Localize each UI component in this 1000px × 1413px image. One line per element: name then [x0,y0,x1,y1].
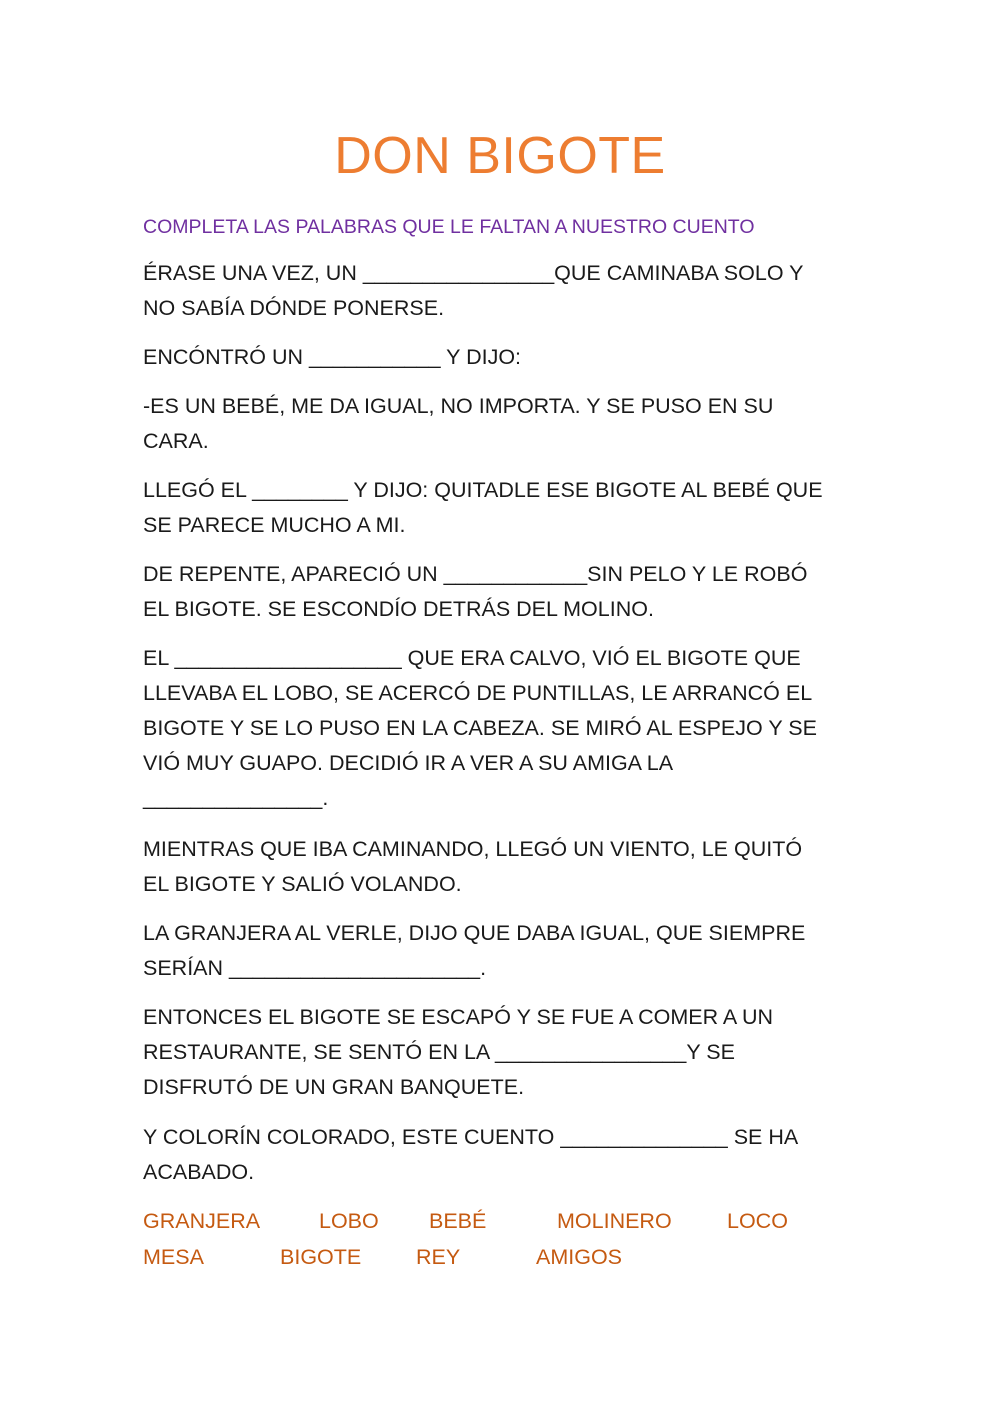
word-bank-item: GRANJERA [143,1209,261,1233]
word-bank [143,1203,863,1283]
story-line: -ES UN BEBÉ, ME DA IGUAL, NO IMPORTA. Y SE PUSO EN SU [143,394,774,418]
story-line: EL ___________________ QUE ERA CALVO, VIÓ EL BIGOTE QUE [143,646,801,670]
word-bank-item: BIGOTE [280,1245,362,1269]
word-bank-item: AMIGOS [536,1245,623,1269]
story-paragraph-7 [143,832,858,902]
story-line: _______________. [143,786,329,810]
story-line: EL BIGOTE Y SALIÓ VOLANDO. [143,872,462,896]
story-line: ACABADO. [143,1160,255,1184]
story-paragraph-10 [143,1120,858,1190]
story-line: SERÍAN _____________________. [143,956,487,980]
word-bank-item: LOBO [319,1209,379,1233]
story-paragraph-2 [143,340,858,375]
story-line: NO SABÍA DÓNDE PONERSE. [143,296,445,320]
story-line: ÉRASE UNA VEZ, UN ________________QUE CAMINABA SOLO Y [143,261,804,285]
story-paragraph-5 [143,557,858,627]
story-line: ENCÓNTRÓ UN ___________ Y DIJO: [143,345,522,369]
story-line: DISFRUTÓ DE UN GRAN BANQUETE. [143,1075,525,1099]
story-paragraph-3 [143,389,858,459]
word-bank-item: BEBÉ [429,1209,487,1233]
story-paragraph-8 [143,916,858,986]
word-bank-item: REY [416,1245,461,1269]
story-paragraph-6 [143,641,858,816]
story-line: DE REPENTE, APARECIÓ UN ____________SIN PELO Y LE ROBÓ [143,562,808,586]
story-paragraph-4 [143,473,858,543]
story-line: LLEGÓ EL ________ Y DIJO: QUITADLE ESE BIGOTE AL BEBÉ QUE [143,478,823,502]
page-title: DON BIGOTE [334,127,666,185]
story-line: CARA. [143,429,209,453]
story-line: EL BIGOTE. SE ESCONDÍO DETRÁS DEL MOLINO. [143,597,654,621]
word-bank-item: MOLINERO [557,1209,672,1233]
story-paragraph-1 [143,256,858,326]
story-line: RESTAURANTE, SE SENTÓ EN LA ________________Y SE [143,1040,735,1064]
story-line: SE PARECE MUCHO A MI. [143,513,406,537]
story-line: MIENTRAS QUE IBA CAMINANDO, LLEGÓ UN VIENTO, LE QUITÓ [143,837,803,861]
instruction-text: COMPLETA LAS PALABRAS QUE LE FALTAN A NUESTRO CUENTO [143,216,755,238]
word-bank-item: MESA [143,1245,204,1269]
story-line: ENTONCES EL BIGOTE SE ESCAPÓ Y SE FUE A COMER A UN [143,1005,774,1029]
story-line: BIGOTE Y SE LO PUSO EN LA CABEZA. SE MIRÓ AL ESPEJO Y SE [143,716,817,740]
story-line: Y COLORÍN COLORADO, ESTE CUENTO ______________ SE HA [143,1125,799,1149]
story-line: LLEVABA EL LOBO, SE ACERCÓ DE PUNTILLAS, LE ARRANCÓ EL [143,681,813,705]
story-line: VIÓ MUY GUAPO. DECIDIÓ IR A VER A SU AMIGA LA [143,751,674,775]
word-bank-item: LOCO [727,1209,788,1233]
story-paragraph-9 [143,1000,858,1105]
story-line: LA GRANJERA AL VERLE, DIJO QUE DABA IGUAL, QUE SIEMPRE [143,921,806,945]
